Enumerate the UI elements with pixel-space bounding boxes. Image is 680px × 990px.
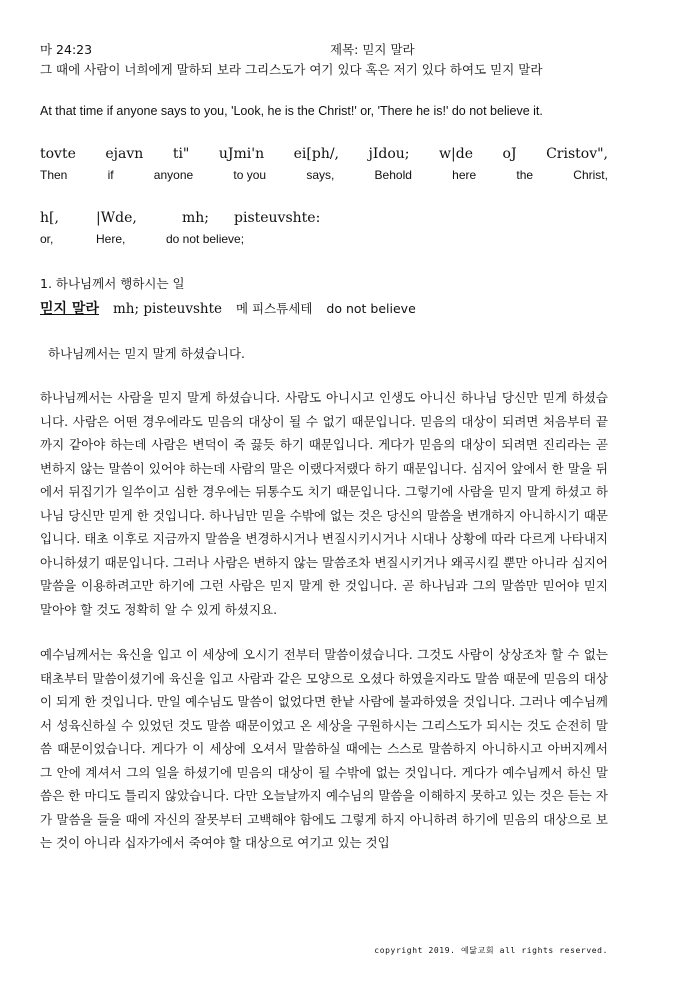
greek-word: tovte: [40, 146, 76, 162]
interlinear-gloss-line-1: [40, 168, 608, 182]
verse-korean: 그 때에 사람이 너희에게 말하되 보라 그리스도가 여기 있다 혹은 저기 있다 하여도 믿지 말라: [40, 62, 543, 77]
interlinear-gloss-line-2: [40, 232, 608, 246]
key-term-line: [40, 298, 608, 318]
summary-sentence: 하나님께서는 믿지 말게 하셨습니다.: [48, 346, 246, 361]
gloss-word: Then: [40, 168, 68, 182]
greek-word: h[,: [40, 210, 59, 226]
greek-word: |Wde,: [96, 210, 137, 226]
greek-word: pisteuvshte:: [234, 210, 321, 226]
document-page: [40, 40, 608, 855]
section-heading: 1. 하나님께서 행하시는 일: [40, 276, 185, 291]
body-paragraph: 예수님께서는 육신을 입고 이 세상에 오시기 전부터 말씀이셨습니다. 그것도 사람이 상상조차 할 수 없는 태초부터 말씀이셨기에 육신을 입고 사람과 같은 모양으로 오셨다 하였을지라도 말씀 때문에 믿음의 대상이 되게 한 것입니다. 만일 예수님도 말씀이 없었다면 한낱 사람에 불과하였을 것입니다. 그러나 예수님께서 성육신하실 수 있었던 것도 말씀 때문이었고 온 세상을 구원하시는 그리스도가 되시는 것도 순전히 말씀 때문이었습니다. 게다가 이 세상에 오셔서 말씀하실 때에는 스스로 말씀하지 아니하시고 아버지께서 그 안에 계셔서 그의 일을 하셨기에 믿음의 대상이 될 수밖에 없는 것입니다. 게다가 예수님께서 하신 말씀은 한 마디도 틀리지 않았습니다. 다만 오늘날까지 예수님의 말씀을 이해하지 못하고 있는 것은 듣는 자가 말씀을 들을 때에 자신의 잘못부터 고백해야 함에도 그렇게 하지 아니하려 하기에 믿음의 대상으로 보는 것이 아니라 십자가에서 죽여야 할 대상으로 여기고 있는 것입: [40, 647, 608, 850]
greek-word: uJmi'n: [218, 146, 265, 162]
copyright-footer: copyright 2019. 예닮교회 all rights reserved.: [374, 946, 608, 955]
gloss-word: Here,: [96, 232, 126, 246]
page-title: 제목: 믿지 말라: [330, 42, 415, 57]
greek-word: ti": [172, 146, 190, 162]
greek-word: ejavn: [105, 146, 144, 162]
greek-word: Cristov",: [546, 146, 608, 162]
greek-word: oJ: [502, 146, 517, 162]
greek-word: mh;: [182, 210, 210, 226]
key-term-reading: 메 피스튜세테: [235, 301, 313, 316]
gloss-word: Christ,: [573, 168, 608, 182]
interlinear-greek-line-1: [40, 146, 608, 162]
section-1: [40, 274, 608, 318]
greek-word: jIdou;: [368, 146, 410, 162]
header: [40, 40, 608, 60]
gloss-word: anyone: [153, 168, 194, 182]
body-paragraph: 하나님께서는 사람을 믿지 말게 하셨습니다. 사람도 아니시고 인생도 아니신 하나님 당신만 믿게 하셨습니다. 사람은 어떤 경우에라도 믿음의 대상이 될 수 없기 때문입니다. 믿음의 대상이 되려면 처음부터 끝까지 같아야 하는데 사람은 변덕이 죽 끓듯 하기 때문입니다. 게다가 믿음의 대상이 되려면 진리라는 곧 변하지 않는 말씀이 있어야 하는데 사람의 말은 이랬다저랬다 하기 때문입니다. 심지어 앞에서 한 말을 뒤에서 뒤집기가 일쑤이고 심한 경우에는 뒤통수도 치기 때문입니다. 그렇기에 사람을 믿지 말게 하셨고 하나님 당신만 믿게 한 것입니다. 하나님만 믿을 수밖에 없는 것은 당신의 말씀을 변개하지 아니하시기 때문입니다. 태초 이후로 지금까지 말씀을 변경하시거나 변질시키시거나 시대나 상황에 따라 다르게 나타내지 아니하셨기 때문입니다. 그러나 사람은 변하지 않는 말씀조차 변질시키거나 왜곡시킬 뿐만 아니라 심지어 말씀을 이용하려고만 하기에 그런 사람은 믿지 말게 한 것입니다. 곧 하나님과 그의 말씀만 믿어야 믿지 말아야 할 것도 정확히 알 수 있게 하셨지요.: [40, 390, 608, 617]
gloss-word: Behold: [374, 168, 412, 182]
greek-word: w|de: [439, 146, 473, 162]
gloss-word: the: [516, 168, 534, 182]
gloss-word: or,: [40, 232, 54, 246]
gloss-word: says,: [306, 168, 335, 182]
key-term-greek: mh; pisteuvshte: [112, 301, 222, 317]
greek-word: ei[ph/,: [293, 146, 340, 162]
key-term-korean: 믿지 말라: [40, 301, 99, 317]
key-term-english: do not believe: [326, 301, 416, 316]
gloss-word: do not believe;: [166, 232, 245, 246]
verse-english: At that time if anyone says to you, 'Look, he is the Christ!' or, 'There he is!' do not believe it.: [40, 104, 543, 118]
scripture-reference: 마 24:23: [40, 42, 93, 57]
gloss-word: to you: [233, 168, 267, 182]
interlinear-greek-line-2: [40, 210, 608, 226]
gloss-word: if: [107, 168, 114, 182]
gloss-word: here: [452, 168, 477, 182]
